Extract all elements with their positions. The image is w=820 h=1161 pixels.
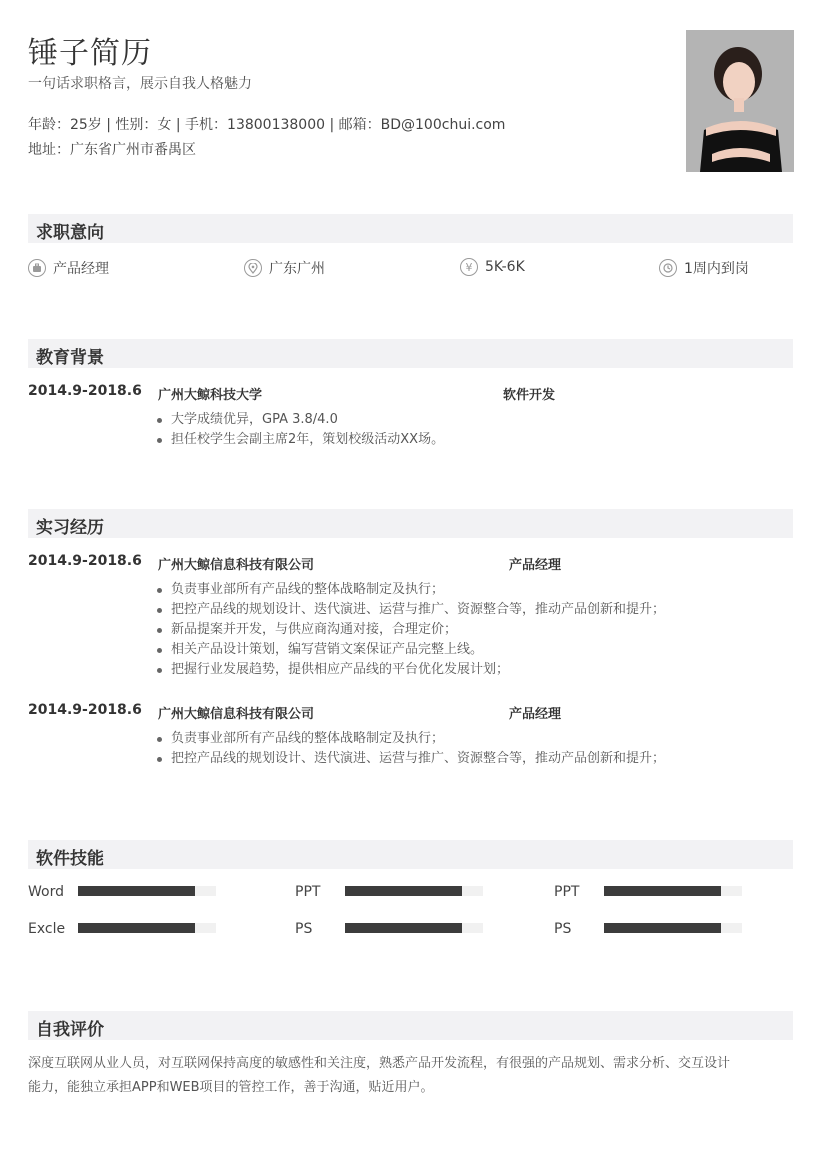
list-item: 担任校学生会副主席2年，策划校级活动XX场。 [157, 430, 444, 450]
section-title-education: 教育背景 [36, 348, 104, 368]
intent-salary-text: 5K-6K [485, 259, 525, 275]
basic-info: 年龄：25岁 | 性别：女 | 手机：13800138000 | 邮箱：BD@100chui.com [28, 117, 506, 133]
section-evaluation [28, 1011, 793, 1040]
internship-company: 广州大鲸信息科技有限公司 [158, 558, 315, 573]
intent-city-text: 广东广州 [269, 261, 325, 277]
address-info: 地址：广东省广州市番禺区 [28, 142, 196, 158]
skill-bar-fill [78, 923, 195, 933]
section-title-internship: 实习经历 [36, 518, 104, 538]
skill-bar-fill [78, 886, 195, 896]
skill-bar-fill [604, 886, 721, 896]
intent-position [28, 258, 109, 278]
skill-bar [604, 886, 742, 896]
yen-icon: ¥ [460, 258, 478, 276]
intent-arrival [659, 258, 749, 278]
skill-label: Word [28, 884, 64, 900]
skill-bar-fill [345, 923, 462, 933]
internship-company: 广州大鲸信息科技有限公司 [158, 707, 315, 722]
list-item: 把控产品线的规划设计、迭代演进、运营与推广、资源整合等，推动产品创新和提升； [157, 600, 665, 620]
skill-label: PS [554, 921, 572, 937]
skill-bar [78, 886, 216, 896]
skill-bar [345, 886, 483, 896]
self-evaluation-line: 能力，能独立承担APP和WEB项目的管控工作，善于沟通，贴近用户。 [28, 1080, 434, 1095]
skill-bar-fill [604, 923, 721, 933]
education-date: 2014.9-2018.6 [28, 383, 142, 399]
section-skills [28, 840, 793, 869]
suitcase-icon [28, 259, 46, 277]
section-title-intent: 求职意向 [36, 223, 104, 243]
intent-arrival-text: 1周内到岗 [684, 261, 749, 277]
internship-role: 产品经理 [509, 707, 562, 722]
internship-role: 产品经理 [509, 558, 562, 573]
skill-label: PPT [295, 884, 321, 900]
list-item: 把控产品线的规划设计、迭代演进、运营与推广、资源整合等，推动产品创新和提升； [157, 749, 665, 769]
list-item: 新品提案并开发，与供应商沟通对接，合理定价； [157, 620, 665, 640]
education-bullets [157, 410, 444, 450]
skill-bar [604, 923, 742, 933]
education-major: 软件开发 [503, 388, 556, 403]
intent-salary [460, 258, 525, 276]
location-pin-icon [244, 259, 262, 277]
clock-icon [659, 259, 677, 277]
profile-photo [686, 30, 794, 172]
internship-bullets [157, 580, 665, 680]
section-education [28, 339, 793, 368]
education-school: 广州大鲸科技大学 [158, 388, 263, 403]
intent-position-text: 产品经理 [53, 261, 109, 277]
list-item: 负责事业部所有产品线的整体战略制定及执行； [157, 729, 665, 749]
list-item: 大学成绩优异，GPA 3.8/4.0 [157, 410, 444, 430]
internship-date: 2014.9-2018.6 [28, 553, 142, 569]
list-item: 负责事业部所有产品线的整体战略制定及执行； [157, 580, 665, 600]
list-item: 相关产品设计策划，编写营销文案保证产品完整上线。 [157, 640, 665, 660]
section-internship [28, 509, 793, 538]
self-evaluation [28, 1052, 793, 1100]
skill-label: Excle [28, 921, 66, 937]
skill-bar [345, 923, 483, 933]
internship-date: 2014.9-2018.6 [28, 702, 142, 718]
skill-label: PS [295, 921, 313, 937]
skill-bar-fill [345, 886, 462, 896]
skill-label: PPT [554, 884, 580, 900]
list-item: 把握行业发展趋势，提供相应产品线的平台优化发展计划； [157, 660, 665, 680]
internship-bullets [157, 729, 665, 769]
section-title-evaluation: 自我评价 [36, 1020, 104, 1040]
skill-bar [78, 923, 216, 933]
section-title-skills: 软件技能 [36, 849, 104, 869]
resume-name: 锤子简历 [28, 36, 152, 71]
intent-city [244, 258, 325, 278]
resume-motto: 一句话求职格言，展示自我人格魅力 [28, 76, 252, 92]
section-intent [28, 214, 793, 243]
self-evaluation-line: 深度互联网从业人员，对互联网保持高度的敏感性和关注度，熟悉产品开发流程，有很强的产品规划、需求分析、交互设计 [28, 1056, 731, 1071]
